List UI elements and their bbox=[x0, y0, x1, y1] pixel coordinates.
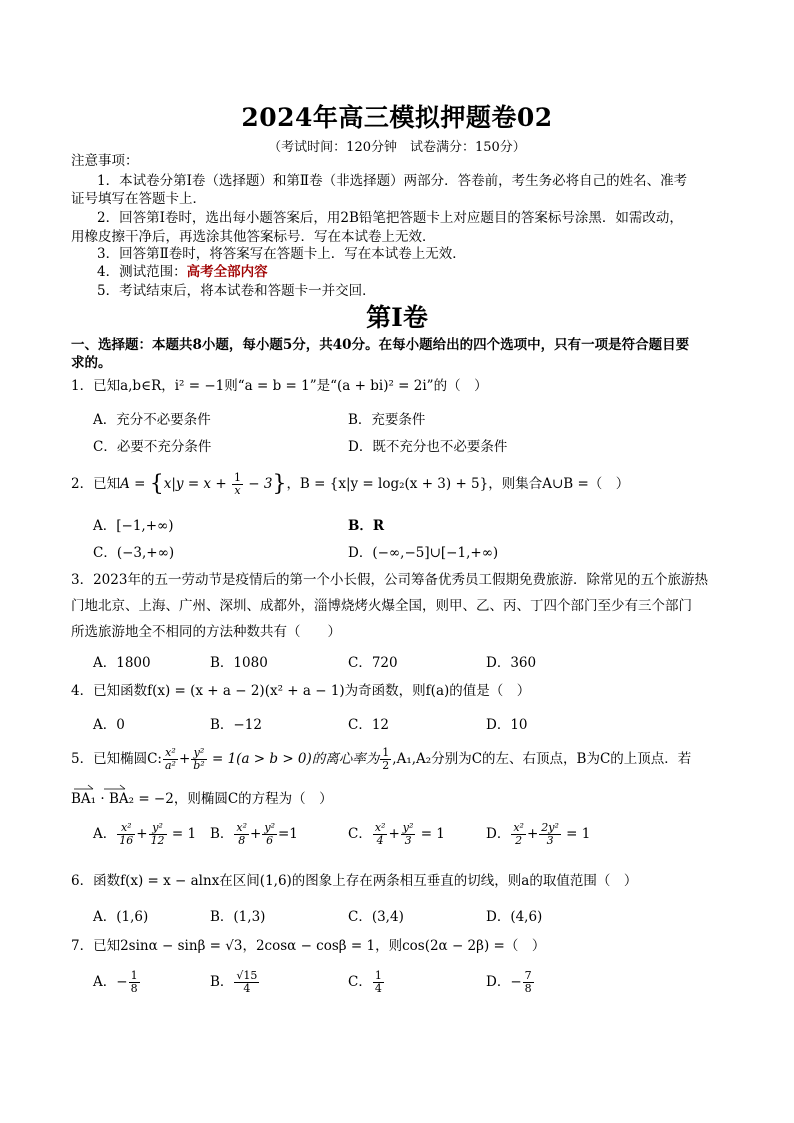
question-6-stem: 6．函数f(x) = x − alnx在区间(1,6)的图象上存在两条相互垂直的切线，则a的取值范围（ ） bbox=[71, 873, 638, 889]
q3-option-d[interactable]: D．360 bbox=[486, 655, 537, 671]
question-7-stem: 7．已知2sinα − sinβ = √3，2cosα − cosβ = 1，则cos(2α − 2β) =（ ） bbox=[71, 938, 546, 954]
q4-option-d[interactable]: D．10 bbox=[486, 717, 528, 733]
q1-option-c[interactable]: C．必要不充分条件 bbox=[93, 439, 212, 455]
page-title: 2024年高三模拟押题卷02 bbox=[241, 103, 553, 132]
note-3: 3．回答第Ⅱ卷时，将答案写在答题卡上．写在本试卷上无效． bbox=[97, 246, 466, 262]
q5-prefix: 5．已知椭圆C: bbox=[71, 751, 162, 767]
note-2b: 用橡皮擦干净后，再选涂其他答案标号．写在本试卷上无效． bbox=[71, 229, 436, 245]
note-4-scope: 高考全部内容 bbox=[186, 264, 268, 280]
q5-plus: + bbox=[178, 751, 191, 767]
q4-option-c[interactable]: C．12 bbox=[348, 717, 390, 733]
q5-frac-x: $\frac{\text{x²}}{\text{a²}}$ bbox=[164, 746, 176, 772]
q2-set-b: ，B = {x|y = log₂(x + 3) + 5}，则集合A∪B =（ ） bbox=[286, 476, 630, 492]
q2-set-a-tail: − 3 bbox=[243, 476, 273, 492]
note-5: 5．考试结束后，将本试卷和答题卡一并交回． bbox=[97, 283, 376, 299]
note-4-label: 4．测试范围： bbox=[97, 264, 187, 280]
q7-option-b[interactable]: B． $\frac{√15}{4}$ bbox=[210, 969, 258, 995]
q2-option-a[interactable]: A．[−1,+∞) bbox=[93, 518, 174, 534]
q2-option-b[interactable]: B．R bbox=[348, 518, 385, 534]
q3-option-a[interactable]: A．1800 bbox=[93, 655, 151, 671]
question-2-stem: 2．已知A = {x|y = x + $\frac{1}{x}$ − 3}，B = {x|y = log₂(x + 3) + 5}，则集合A∪B =（ ） bbox=[71, 471, 630, 497]
exam-time-info: （考试时间：120分钟 试卷满分：150分） bbox=[268, 140, 526, 155]
note-1a: 1．本试卷分第Ⅰ卷（选择题）和第Ⅱ卷（非选择题）两部分．答卷前，考生务必将自己的姓名、准考 bbox=[97, 173, 688, 189]
q6-option-a[interactable]: A．(1,6) bbox=[93, 909, 149, 925]
q5-option-a[interactable]: A． $\frac{\text{x²}}{16}$ + $\frac{\text{y²}}{12}$ = 1 bbox=[93, 821, 197, 847]
question-3-line-3: 所选旅游地全不相同的方法种数共有（ ） bbox=[71, 624, 341, 640]
q4-option-b[interactable]: B．−12 bbox=[210, 717, 262, 733]
q2-option-d[interactable]: D．(−∞,−5]∪[−1,+∞) bbox=[348, 545, 499, 561]
note-4 bbox=[97, 263, 268, 282]
section-intro-b: 求的。 bbox=[71, 355, 112, 371]
q5-option-c[interactable]: C． $\frac{\text{x²}}{4}$ + $\frac{\text{y²}}{3}$ = 1 bbox=[348, 821, 445, 847]
q2-prefix: 2．已知 bbox=[71, 476, 121, 492]
note-1b: 证号填写在答题卡上． bbox=[71, 191, 206, 207]
q5-post: ,A₁,A₂分别为C的左、右顶点，B为C的上顶点．若 bbox=[392, 751, 692, 767]
q7-option-a[interactable]: A．− $\frac{1}{8}$ bbox=[93, 969, 138, 995]
vector-arrows bbox=[73, 783, 133, 791]
question-5-line-2: BA₁ · BA₂ = −2，则椭圆C的方程为（ ） bbox=[71, 791, 333, 807]
question-3-line-1: 3．2023年的五一劳动节是疫情后的第一个小长假，公司筹备优秀员工假期免费旅游．除常见的五个旅游热 bbox=[71, 572, 708, 588]
q2-set-a-label: A = bbox=[120, 476, 150, 492]
q5-option-b[interactable]: B． $\frac{\text{x²}}{8}$ + $\frac{\text{y²}}{6}$ =1 bbox=[210, 821, 298, 847]
notes-heading: 注意事项： bbox=[71, 153, 139, 169]
note-2a: 2．回答第Ⅰ卷时，选出每小题答案后，用2B铅笔把答题卡上对应题目的答案标号涂黑．如需改动， bbox=[97, 210, 683, 226]
question-4-stem: 4．已知函数f(x) = (x + a − 2)(x² + a − 1)为奇函数，则f(a)的值是（ ） bbox=[71, 683, 531, 699]
q6-option-c[interactable]: C．(3,4) bbox=[348, 909, 404, 925]
q7-option-d[interactable]: D．− $\frac{7}{8}$ bbox=[486, 969, 532, 995]
q4-option-a[interactable]: A．0 bbox=[93, 717, 125, 733]
section-title: 第Ⅰ卷 bbox=[366, 303, 428, 332]
q1-option-a[interactable]: A．充分不必要条件 bbox=[93, 412, 211, 428]
q6-option-d[interactable]: D．(4,6) bbox=[486, 909, 543, 925]
question-5-stem bbox=[71, 745, 691, 773]
q2-fraction: $\frac{1}{x}$ bbox=[233, 471, 241, 497]
q6-option-b[interactable]: B．(1,3) bbox=[210, 909, 266, 925]
q5-frac-y: $\frac{\text{y²}}{\text{b²}}$ bbox=[193, 746, 205, 772]
q5-mid: = 1(a > b > 0)的离心率为 bbox=[207, 751, 380, 767]
q5-option-d[interactable]: D． $\frac{\text{x²}}{2}$ + $\frac{\text{2y²}}{3}$ = 1 bbox=[486, 821, 591, 847]
q2-set-a-body: x|y = x + bbox=[163, 476, 231, 492]
q3-option-c[interactable]: C．720 bbox=[348, 655, 398, 671]
q2-option-c[interactable]: C．(−3,+∞) bbox=[93, 545, 175, 561]
section-intro-a: 一、选择题：本题共8小题，每小题5分，共40分。在每小题给出的四个选项中，只有一项是符合题目要 bbox=[71, 337, 690, 353]
q1-option-d[interactable]: D．既不充分也不必要条件 bbox=[348, 439, 508, 455]
q1-option-b[interactable]: B．充要条件 bbox=[348, 412, 426, 428]
question-1-stem: 1．已知a,b∈R，i² = −1则“a = b = 1”是“(a + bi)² = 2i”的（ ） bbox=[71, 378, 488, 394]
q3-option-b[interactable]: B．1080 bbox=[210, 655, 268, 671]
q7-option-c[interactable]: C． $\frac{1}{4}$ bbox=[348, 969, 382, 995]
q5-frac-e: $\frac{1}{2}$ bbox=[382, 746, 390, 772]
question-3-line-2: 门地北京、上海、广州、深圳、成都外，淄博烧烤火爆全国，则甲、乙、丙、丁四个部门至少有三个部门 bbox=[71, 598, 692, 614]
